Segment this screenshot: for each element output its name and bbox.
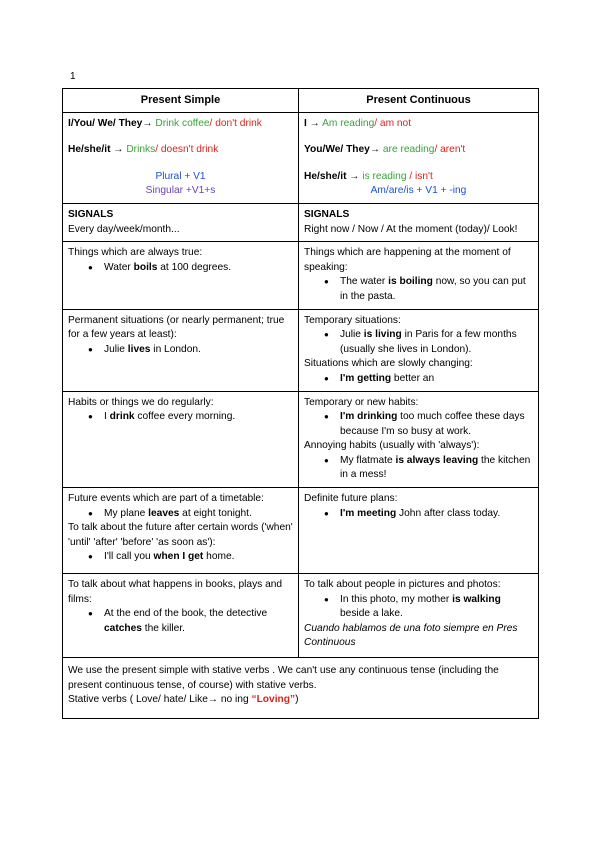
subject: He/she/it [304,170,347,182]
arrow: → [142,117,156,129]
books-row [63,574,539,658]
header-row [63,89,539,113]
signals-label: SIGNALS [68,208,114,220]
header-present-simple: Present Simple [63,89,299,113]
example-item: ● The water is boiling now, so you can put in the pasta. [340,275,533,304]
usage-text: Permanent situations (or nearly permanent; true for a few years at least): [68,314,285,341]
habits-present-simple [63,391,299,488]
footer-note [63,658,539,719]
signals-text: Every day/week/month... [68,223,180,235]
usage-text: Things which are always true: [68,247,203,259]
usage-text: Temporary or new habits: [304,396,419,408]
form-line-plural [68,117,293,132]
truths-present-continuous [299,242,539,309]
forms-present-simple [63,112,299,203]
negative: / don't drink [209,117,262,129]
signals-label: SIGNALS [304,208,350,220]
situations-present-simple [63,309,299,391]
affirmative: Drinks [126,144,156,156]
signals-row [63,203,539,241]
forms-present-continuous [299,112,539,203]
example-item: ● At the end of the book, the detective catches the killer. [104,607,293,636]
signals-present-continuous [299,203,539,241]
header-present-continuous: Present Continuous [299,89,539,113]
affirmative: Drink coffee [155,117,210,129]
form-line-plural [304,143,533,158]
usage-text: To talk about the future after certain words ('when' 'until' 'after' 'before' 'as soon as'): [68,522,293,548]
example-item: ● I'll call you when I get home. [104,550,293,565]
signals-text: Right now / Now / At the moment (today)/ Look! [304,223,518,235]
books-present-simple [63,574,299,658]
future-row [63,488,539,574]
subject: He/she/it [68,144,111,156]
loving-word: “Loving” [251,694,296,706]
rule-continuous: Am/are/is + V1 + -ing [370,185,467,197]
future-present-continuous [299,488,539,574]
rule-plural: Plural + V1 [155,170,206,182]
truths-present-simple [63,242,299,309]
example-item: ● In this photo, my mother is walking beside a lake. [340,593,533,622]
truths-row [63,242,539,309]
example-item: ● I'm getting better an [340,372,533,387]
subject: I [304,117,307,129]
arrow: → [306,117,323,129]
signals-present-simple [63,203,299,241]
spanish-note: Cuando hablamos de una foto siempre en Pres Continuous [304,622,518,649]
affirmative: is reading [362,170,407,182]
usage-text: Situations which are slowly changing: [304,358,473,370]
usage-text: Temporary situations: [304,314,401,326]
example-item: ● My plane leaves at eight tonight. [104,507,293,522]
footer-stative: Stative verbs ( Love/ hate/ Like→ no ing “Loving”) [68,694,299,706]
future-present-simple [63,488,299,574]
rule-singular: Singular +V1+s [145,185,216,197]
usage-text: Future events which are part of a timetable: [68,493,264,505]
arrow: → [369,144,383,156]
subject: I/You/ We/ They [68,117,143,129]
page-number: 1 [70,71,76,82]
arrow: → [110,144,127,156]
footer-row [63,658,539,719]
example-item: ● My flatmate is always leaving the kitchen in a mess! [340,454,533,483]
example-item: ● I'm drinking too much coffee these days because I'm so busy at work. [340,410,533,439]
affirmative: Am reading [322,117,375,129]
example-item: ● I drink coffee every morning. [104,410,293,425]
forms-row [63,112,539,203]
usage-text: Things which are happening at the moment of speaking: [304,247,511,273]
usage-text: Definite future plans: [304,493,398,505]
negative: / aren't [434,144,466,156]
example-item: ● Water boils at 100 degrees. [104,261,293,276]
negative: / doesn't drink [155,144,219,156]
habits-row [63,391,539,488]
situations-present-continuous [299,309,539,391]
arrow: → [346,170,363,182]
negative: / isn't [406,170,433,182]
example-item: ● I'm meeting John after class today. [340,507,533,522]
form-line-singular [304,170,533,185]
situations-row [63,309,539,391]
footer-text: We use the present simple with stative verbs . We can't use any continuous tense (including the present continuous tense, of course) with stative verbs. [68,665,499,691]
affirmative: are reading [382,144,435,156]
usage-text: Annoying habits (usually with 'always'): [304,440,480,452]
example-item: ● Julie is living in Paris for a few months (usually she lives in London). [340,328,533,357]
habits-present-continuous [299,391,539,488]
negative: / am not [374,117,412,129]
example-item: ● Julie lives in London. [104,343,293,358]
form-line-singular [68,143,293,158]
usage-text: To talk about what happens in books, plays and films: [68,579,283,605]
books-present-continuous [299,574,539,658]
usage-text: Habits or things we do regularly: [68,396,214,408]
usage-text: To talk about people in pictures and photos: [304,579,501,591]
tense-comparison-table [62,88,539,719]
subject: You/We/ They [304,144,370,156]
form-line-i [304,117,533,132]
